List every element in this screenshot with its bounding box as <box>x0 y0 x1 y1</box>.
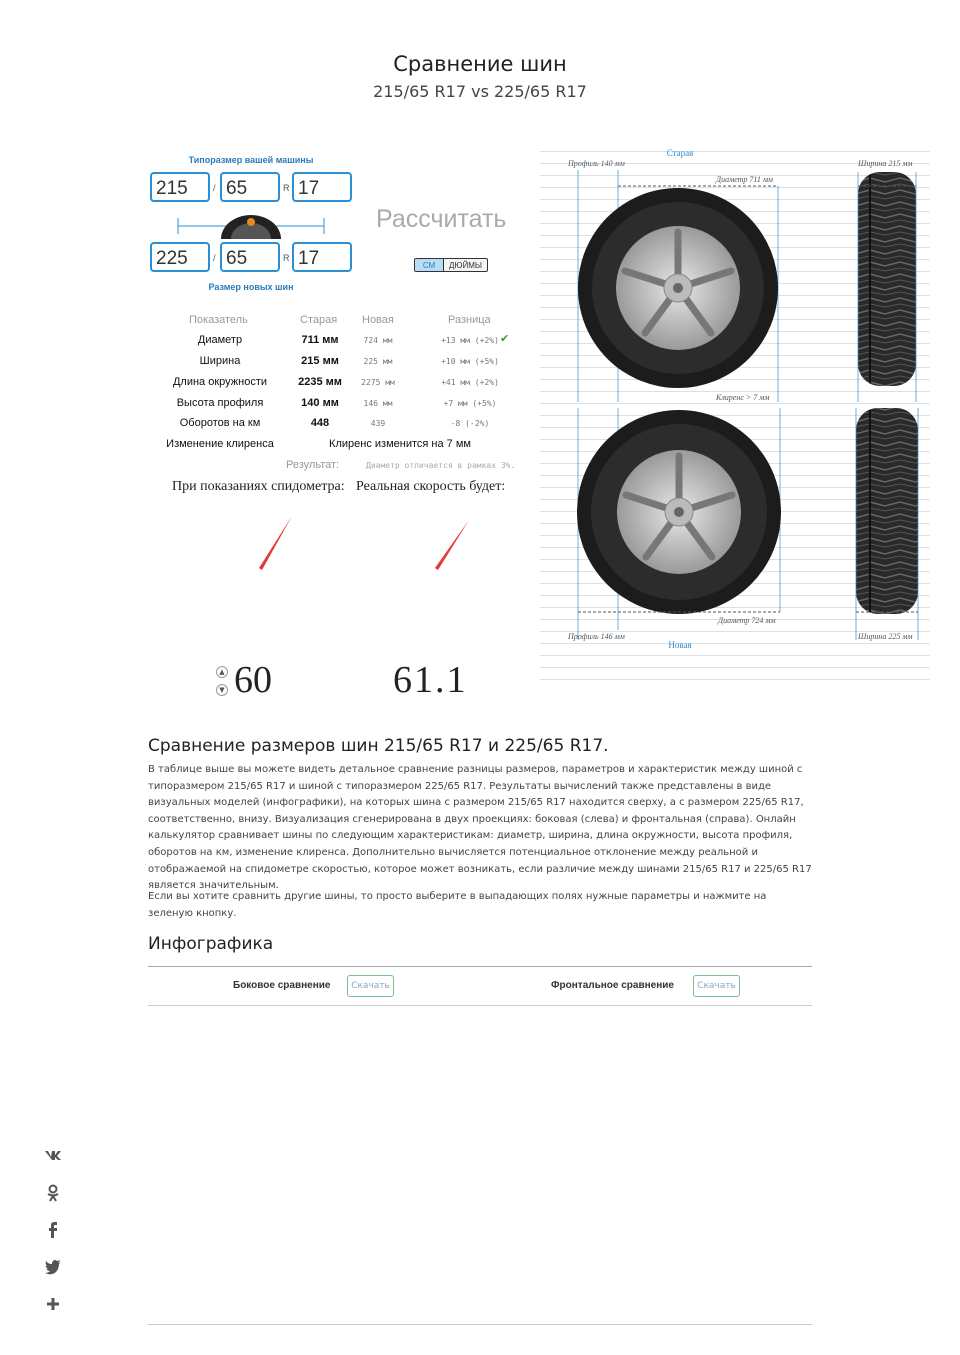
new-width-label: Ширина 225 мм <box>858 632 913 641</box>
row-old-value: 140 мм <box>301 397 339 409</box>
article-heading: Сравнение размеров шин 215/65 R17 и 225/65 R17. <box>148 736 609 756</box>
result-value: Диаметр отличается в рамках 3%. <box>366 461 516 470</box>
old-width-select[interactable]: 215 <box>150 172 210 202</box>
header-diff: Разница <box>448 314 491 326</box>
old-diameter-label: Диаметр 711 мм <box>716 175 774 184</box>
new-tire-front-icon <box>856 408 918 614</box>
side-comparison-label: Боковое сравнение <box>233 980 331 991</box>
front-download-button[interactable]: Скачать <box>693 975 740 997</box>
row-label: Оборотов на км <box>179 417 261 429</box>
header-old: Старая <box>300 314 338 326</box>
vk-icon[interactable] <box>44 1146 62 1164</box>
row-diff-value: +13 мм (+2%) <box>441 336 499 345</box>
old-width-label: Ширина 215 мм <box>858 159 913 168</box>
unit-toggle[interactable] <box>414 258 488 272</box>
twitter-icon[interactable] <box>44 1258 62 1276</box>
speed-stepper[interactable] <box>216 666 228 696</box>
real-speed-needle-icon <box>425 510 475 575</box>
page-subtitle: 215/65 R17 vs 225/65 R17 <box>373 82 587 101</box>
old-profile-label: Профиль 140 мм <box>568 159 625 168</box>
old-size-caption: Типоразмер вашей машины <box>188 155 314 165</box>
row-diff-value: -8 (-2%) <box>450 419 490 428</box>
old-tire-front-icon <box>858 172 916 386</box>
row-label: Высота профиля <box>176 397 264 409</box>
header-parameter: Показатель <box>189 314 248 326</box>
clearance-label: Клиренс > 7 мм <box>716 393 770 402</box>
row-old-value: 215 мм <box>301 355 339 367</box>
r-separator: R <box>283 183 290 193</box>
new-size-caption: Размер новых шин <box>208 282 294 292</box>
row-label: Диаметр <box>197 334 243 346</box>
new-rim-select[interactable]: 17 <box>292 242 352 272</box>
old-profile-select[interactable]: 65 <box>220 172 280 202</box>
plus-icon[interactable] <box>44 1295 62 1313</box>
front-comparison-label: Фронтальное сравнение <box>551 980 674 991</box>
row-old-value: 711 мм <box>301 334 339 346</box>
decrement-icon[interactable]: ▼ <box>216 684 228 696</box>
r-separator: R <box>283 253 290 263</box>
new-profile-label: Профиль 146 мм <box>568 632 625 641</box>
new-width-select[interactable]: 225 <box>150 242 210 272</box>
result-label: Результат: <box>286 459 340 471</box>
odnoklassniki-icon[interactable] <box>44 1184 62 1202</box>
infographics-heading: Инфографика <box>148 934 274 954</box>
row-label: Длина окружности <box>172 376 268 388</box>
slash-separator: / <box>213 183 216 193</box>
side-download-button[interactable]: Скачать <box>347 975 394 997</box>
row-diff-value: +7 мм (+5%) <box>443 399 497 408</box>
row-label: Ширина <box>199 355 241 367</box>
calculate-button[interactable]: Рассчитать <box>376 205 507 233</box>
row-old-value: 448 <box>310 417 330 429</box>
header-new: Новая <box>362 314 394 326</box>
old-rim-select[interactable]: 17 <box>292 172 352 202</box>
tire-connector-icon <box>176 208 326 240</box>
row-new-value: 146 мм <box>363 399 393 408</box>
unit-inch-option[interactable]: ДЮЙМЫ <box>449 260 482 270</box>
check-icon: ✔ <box>500 332 510 345</box>
speedometer-label: При показаниях спидометра: <box>172 479 345 494</box>
old-tire-label: Старая <box>666 148 694 158</box>
slash-separator: / <box>213 253 216 263</box>
clearance-value: Клиренс изменится на 7 мм <box>329 438 471 450</box>
facebook-icon[interactable] <box>44 1221 62 1239</box>
row-diff-value: +10 мм (+5%) <box>441 357 499 366</box>
new-tire-label: Новая <box>668 640 692 650</box>
unit-cm-option[interactable]: СМ <box>415 259 444 271</box>
divider <box>148 966 812 967</box>
speedometer-needle-icon <box>250 510 300 575</box>
tire-comparison-diagram <box>540 140 930 688</box>
row-new-value: 724 мм <box>363 336 393 345</box>
page-title: Сравнение шин <box>393 52 567 76</box>
new-diameter-label: Диаметр 724 мм <box>718 616 776 625</box>
article-paragraph: Если вы хотите сравнить другие шины, то просто выберите в выпадающих полях нужные параметры и нажмите на зеленую кнопку. <box>148 891 767 919</box>
article-paragraph: В таблице выше вы можете видеть детальное сравнение разницы размеров, параметров и характеристик между шиной с типоразмером 215/65 R17 и шиной с типоразмером 225/65 R17. Результаты вычислений также представлены в виде визуальных моделей (инфографики), на которых шина с размером 215/65 R17 находится сверху, а с размером 225/65 R17, соответственно, внизу. Визуализация сгенерирована в двух проекциях: боковая (слева) и фронтальная (справа). Онлайн калькулятор сравнивает шины по следующим характеристикам: диаметр, ширина, длина окружности, высота профиля, оборотов на км, изменение клиренса. Дополнительно вычисляется потенциальное отклонение между реальной и отображаемой на спидометре скоростью, которое может возникать, если различие между шинами 215/65 R17 и 225/65 R17 является значительным. <box>148 764 812 892</box>
speedometer-input[interactable]: 60 <box>234 659 272 701</box>
new-profile-select[interactable]: 65 <box>220 242 280 272</box>
real-speed-value: 61.1 <box>393 659 468 701</box>
row-diff-value: +41 мм (+2%) <box>441 378 499 387</box>
row-new-value: 225 мм <box>363 357 393 366</box>
divider <box>148 1005 812 1006</box>
row-new-value: 439 <box>370 419 386 428</box>
increment-icon[interactable]: ▲ <box>216 666 228 678</box>
row-old-value: 2235 мм <box>298 376 342 388</box>
clearance-label: Изменение клиренса <box>166 438 274 450</box>
footer-divider <box>148 1324 812 1325</box>
real-speed-label: Реальная скорость будет: <box>356 479 506 494</box>
row-new-value: 2275 мм <box>361 378 395 387</box>
